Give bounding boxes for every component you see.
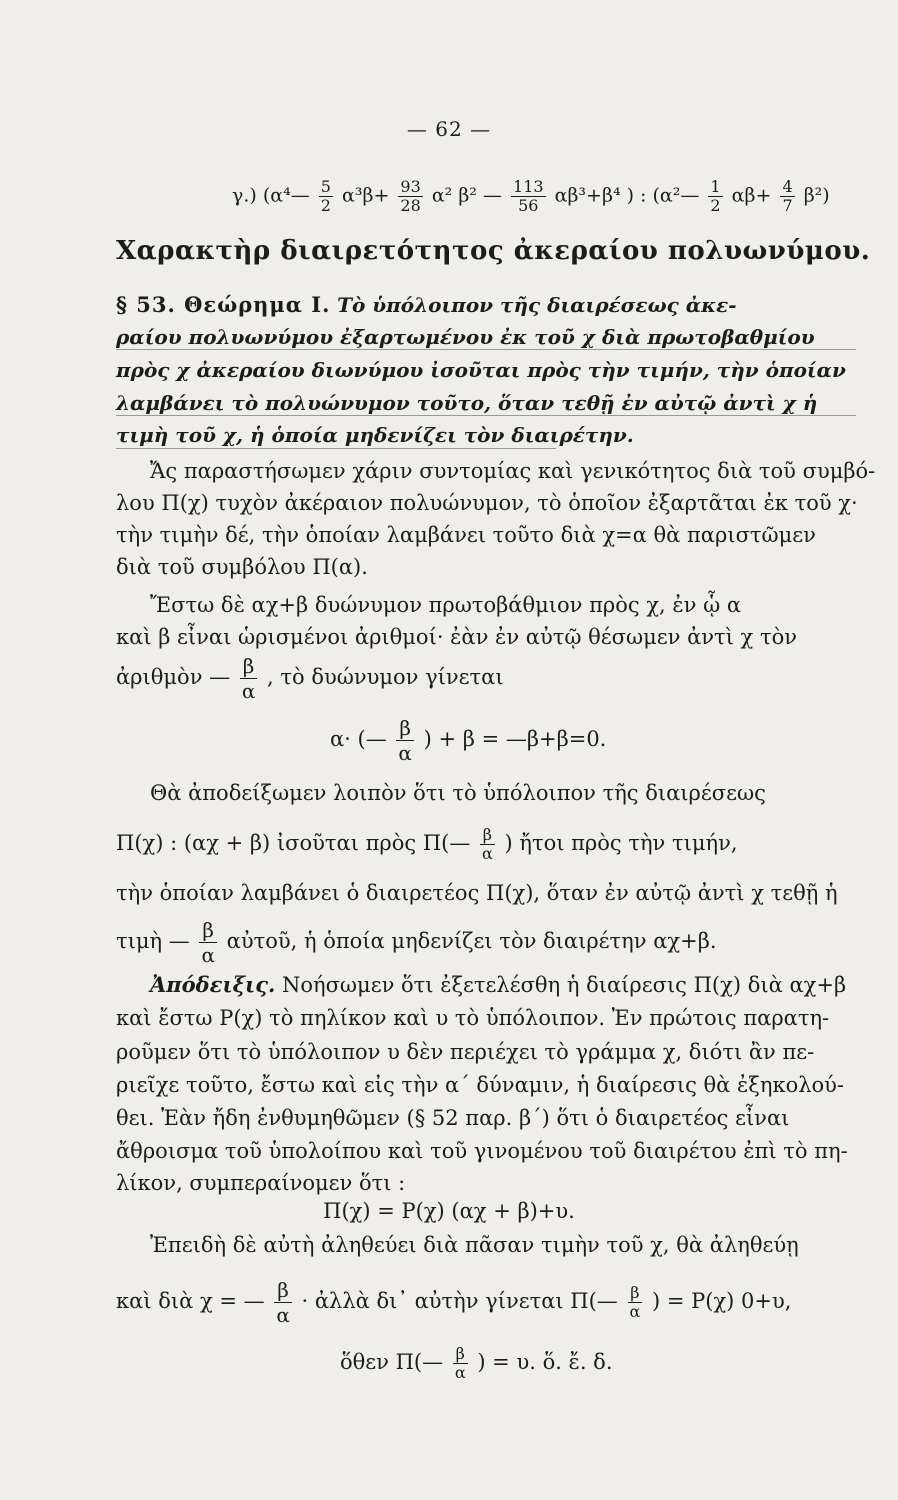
text-span: αὐτοῦ, ἡ ὁποία μηδενίζει τὸν διαιρέτην αχ+β. xyxy=(226,929,717,953)
expr-term: α³β+ xyxy=(342,184,390,207)
expr-term: αβ³+β⁴ xyxy=(554,184,621,207)
expr-term: α² β² — xyxy=(431,184,502,207)
fraction: $\frac{4}{7}$ xyxy=(782,177,793,215)
paragraph-line: Ἄς παραστήσωμεν χάριν συντομίας καὶ γενικότητος διὰ τοῦ συμβό- xyxy=(150,459,876,483)
underline-rule xyxy=(116,349,856,350)
paragraph-line: Θὰ ἀποδείξωμεν λοιπὸν ὅτι τὸ ὑπόλοιπον τῆς διαιρέσεως xyxy=(150,781,766,805)
fraction: $\frac{113}{56}$ xyxy=(513,177,544,215)
equation: Π(χ) = Ρ(χ) (αχ + β)+υ. xyxy=(323,1199,575,1223)
paragraph-line: καὶ β εἶναι ὡρισμένοι ἀριθμοί· ἐὰν ἐν αὐτῷ θέσωμεν ἀντὶ χ τὸν xyxy=(116,625,797,649)
paragraph-line: λίκον, συμπεραίνομεν ὅτι : xyxy=(116,1171,406,1195)
expr-term: β²) xyxy=(803,184,830,207)
paragraph-line: ἄθροισμα τοῦ ὑπολοίπου καὶ τοῦ γινομένου τοῦ διαιρέτου ἐπὶ τὸ πη- xyxy=(116,1139,848,1163)
fraction: $\frac{\beta}{\alpha}$ xyxy=(276,1278,290,1327)
fraction: $\frac{\beta}{\alpha}$ xyxy=(629,1283,641,1321)
text-span: ) + β = —β+β=0. xyxy=(423,727,607,751)
text-span: τιμὴ — xyxy=(116,929,190,953)
theorem-first-line xyxy=(116,292,737,318)
paragraph-line: τὴν τιμὴν δέ, τὴν ὁποίαν λαμβάνει τοῦτο διὰ χ=α θὰ παριστῶμεν xyxy=(116,523,816,547)
text-span: Π(χ) : (αχ + β) ἰσοῦται πρὸς Π(— xyxy=(116,831,471,855)
paragraph-line: καὶ ἔστω Ρ(χ) τὸ πηλίκον καὶ υ τὸ ὑπόλοιπον. Ἐν πρώτοις παρατη- xyxy=(116,1006,830,1030)
expr-term: ) : (α²— xyxy=(626,184,700,207)
paragraph-line: λου Π(χ) τυχὸν ἀκέραιον πολυώνυμον, τὸ ὁποῖον ἐξαρτᾶται ἐκ τοῦ χ· xyxy=(116,491,858,515)
theorem-line: ραίου πολυωνύμου ἐξαρτωμένου ἐκ τοῦ χ διὰ πρωτοβαθμίου xyxy=(116,325,815,349)
paragraph-line: διὰ τοῦ συμβόλου Π(α). xyxy=(116,555,368,579)
text-span: ὅθεν Π(— xyxy=(340,1350,444,1374)
paragraph-line: θει. Ἐὰν ἤδη ἐνθυμηθῶμεν (§ 52 παρ. β΄) ὅτι ὁ διαιρετέος εἶναι xyxy=(116,1106,790,1130)
expr-label: γ.) xyxy=(232,184,257,207)
text-span: καὶ διὰ χ = — xyxy=(116,1289,265,1313)
text-span: ) = Ρ(χ) 0+υ, xyxy=(652,1289,792,1313)
text-span: ) ἤτοι πρὸς τὴν τιμήν, xyxy=(504,831,738,855)
theorem-text: Τὸ ὑπόλοιπον τῆς διαιρέσεως ἀκε- xyxy=(337,293,737,317)
fraction: $\frac{\beta}{\alpha}$ xyxy=(398,716,412,765)
paragraph-line: Ἔστω δὲ αχ+β δυώνυμον πρωτοβάθμιον πρὸς χ, ἐν ᾧ α xyxy=(150,593,742,617)
proof-first-line xyxy=(150,972,846,998)
expression-gamma xyxy=(232,178,830,215)
theorem-line: πρὸς χ ἀκεραίου διωνύμου ἰσοῦται πρὸς τὴν τιμήν, τὴν ὁποίαν xyxy=(116,358,846,382)
expr-term: (α⁴— xyxy=(262,184,310,207)
underline-rule xyxy=(116,448,556,449)
paragraph-line: ροῦμεν ὅτι τὸ ὑπόλοιπον υ δὲν περιέχει τὸ γράμμα χ, διότι ἂν πε- xyxy=(116,1040,815,1064)
theorem-label: § 53. Θεώρημα I. xyxy=(116,292,331,317)
equation xyxy=(330,716,606,765)
text-span: Νοήσωμεν ὅτι ἐξετελέσθη ἡ διαίρεσις Π(χ) διὰ αχ+β xyxy=(282,973,847,997)
expr-term: αβ+ xyxy=(731,184,772,207)
fraction: $\frac{93}{28}$ xyxy=(400,177,421,215)
fraction: $\frac{\beta}{\alpha}$ xyxy=(201,918,215,967)
page-number: — 62 — xyxy=(406,117,492,141)
text-span: α· (— xyxy=(330,727,387,751)
paragraph-line: Ἐπειδὴ δὲ αὐτὴ ἀληθεύει διὰ πᾶσαν τιμὴν τοῦ χ, θὰ ἀληθεύῃ xyxy=(150,1233,799,1257)
paragraph-line xyxy=(116,654,504,703)
paragraph-line: ριεῖχε τοῦτο, ἔστω καὶ εἰς τὴν α΄ δύναμιν, ἡ διαίρεσις θὰ ἐξηκολού- xyxy=(116,1073,845,1097)
conclusion-line xyxy=(340,1345,613,1382)
text-span: ἀριθμὸν — xyxy=(116,665,231,689)
paragraph-line xyxy=(116,826,738,863)
text-span: ) = υ. ὅ. ἔ. δ. xyxy=(477,1350,613,1374)
proof-label: Ἀπόδειξις. xyxy=(150,972,276,997)
text-span: · ἀλλὰ δι᾽ αὐτὴν γίνεται Π(— xyxy=(301,1289,618,1313)
paragraph-line xyxy=(116,918,717,967)
theorem-line: λαμβάνει τὸ πολυώνυμον τοῦτο, ὅταν τεθῇ ἐν αὐτῷ ἀντὶ χ ἡ xyxy=(116,391,818,415)
fraction: $\frac{\beta}{\alpha}$ xyxy=(241,654,256,703)
fraction: $\frac{\beta}{\alpha}$ xyxy=(454,1344,466,1382)
underline-rule xyxy=(116,415,856,416)
fraction: $\frac{\beta}{\alpha}$ xyxy=(482,825,493,863)
text-span: , τὸ δυώνυμον γίνεται xyxy=(267,665,504,689)
section-heading: Χαρακτὴρ διαιρετότητος ἀκεραίου πολυωνύμου. xyxy=(116,236,871,266)
theorem-line: τιμὴ τοῦ χ, ἡ ὁποία μηδενίζει τὸν διαιρέτην. xyxy=(116,423,634,447)
fraction: $\frac{5}{2}$ xyxy=(320,177,331,215)
paragraph-line: τὴν ὁποίαν λαμβάνει ὁ διαιρετέος Π(χ), ὅταν ἐν αὐτῷ ἀντὶ χ τεθῇ ἡ xyxy=(116,881,838,905)
fraction: $\frac{1}{2}$ xyxy=(710,177,721,215)
paragraph-line xyxy=(116,1278,791,1327)
